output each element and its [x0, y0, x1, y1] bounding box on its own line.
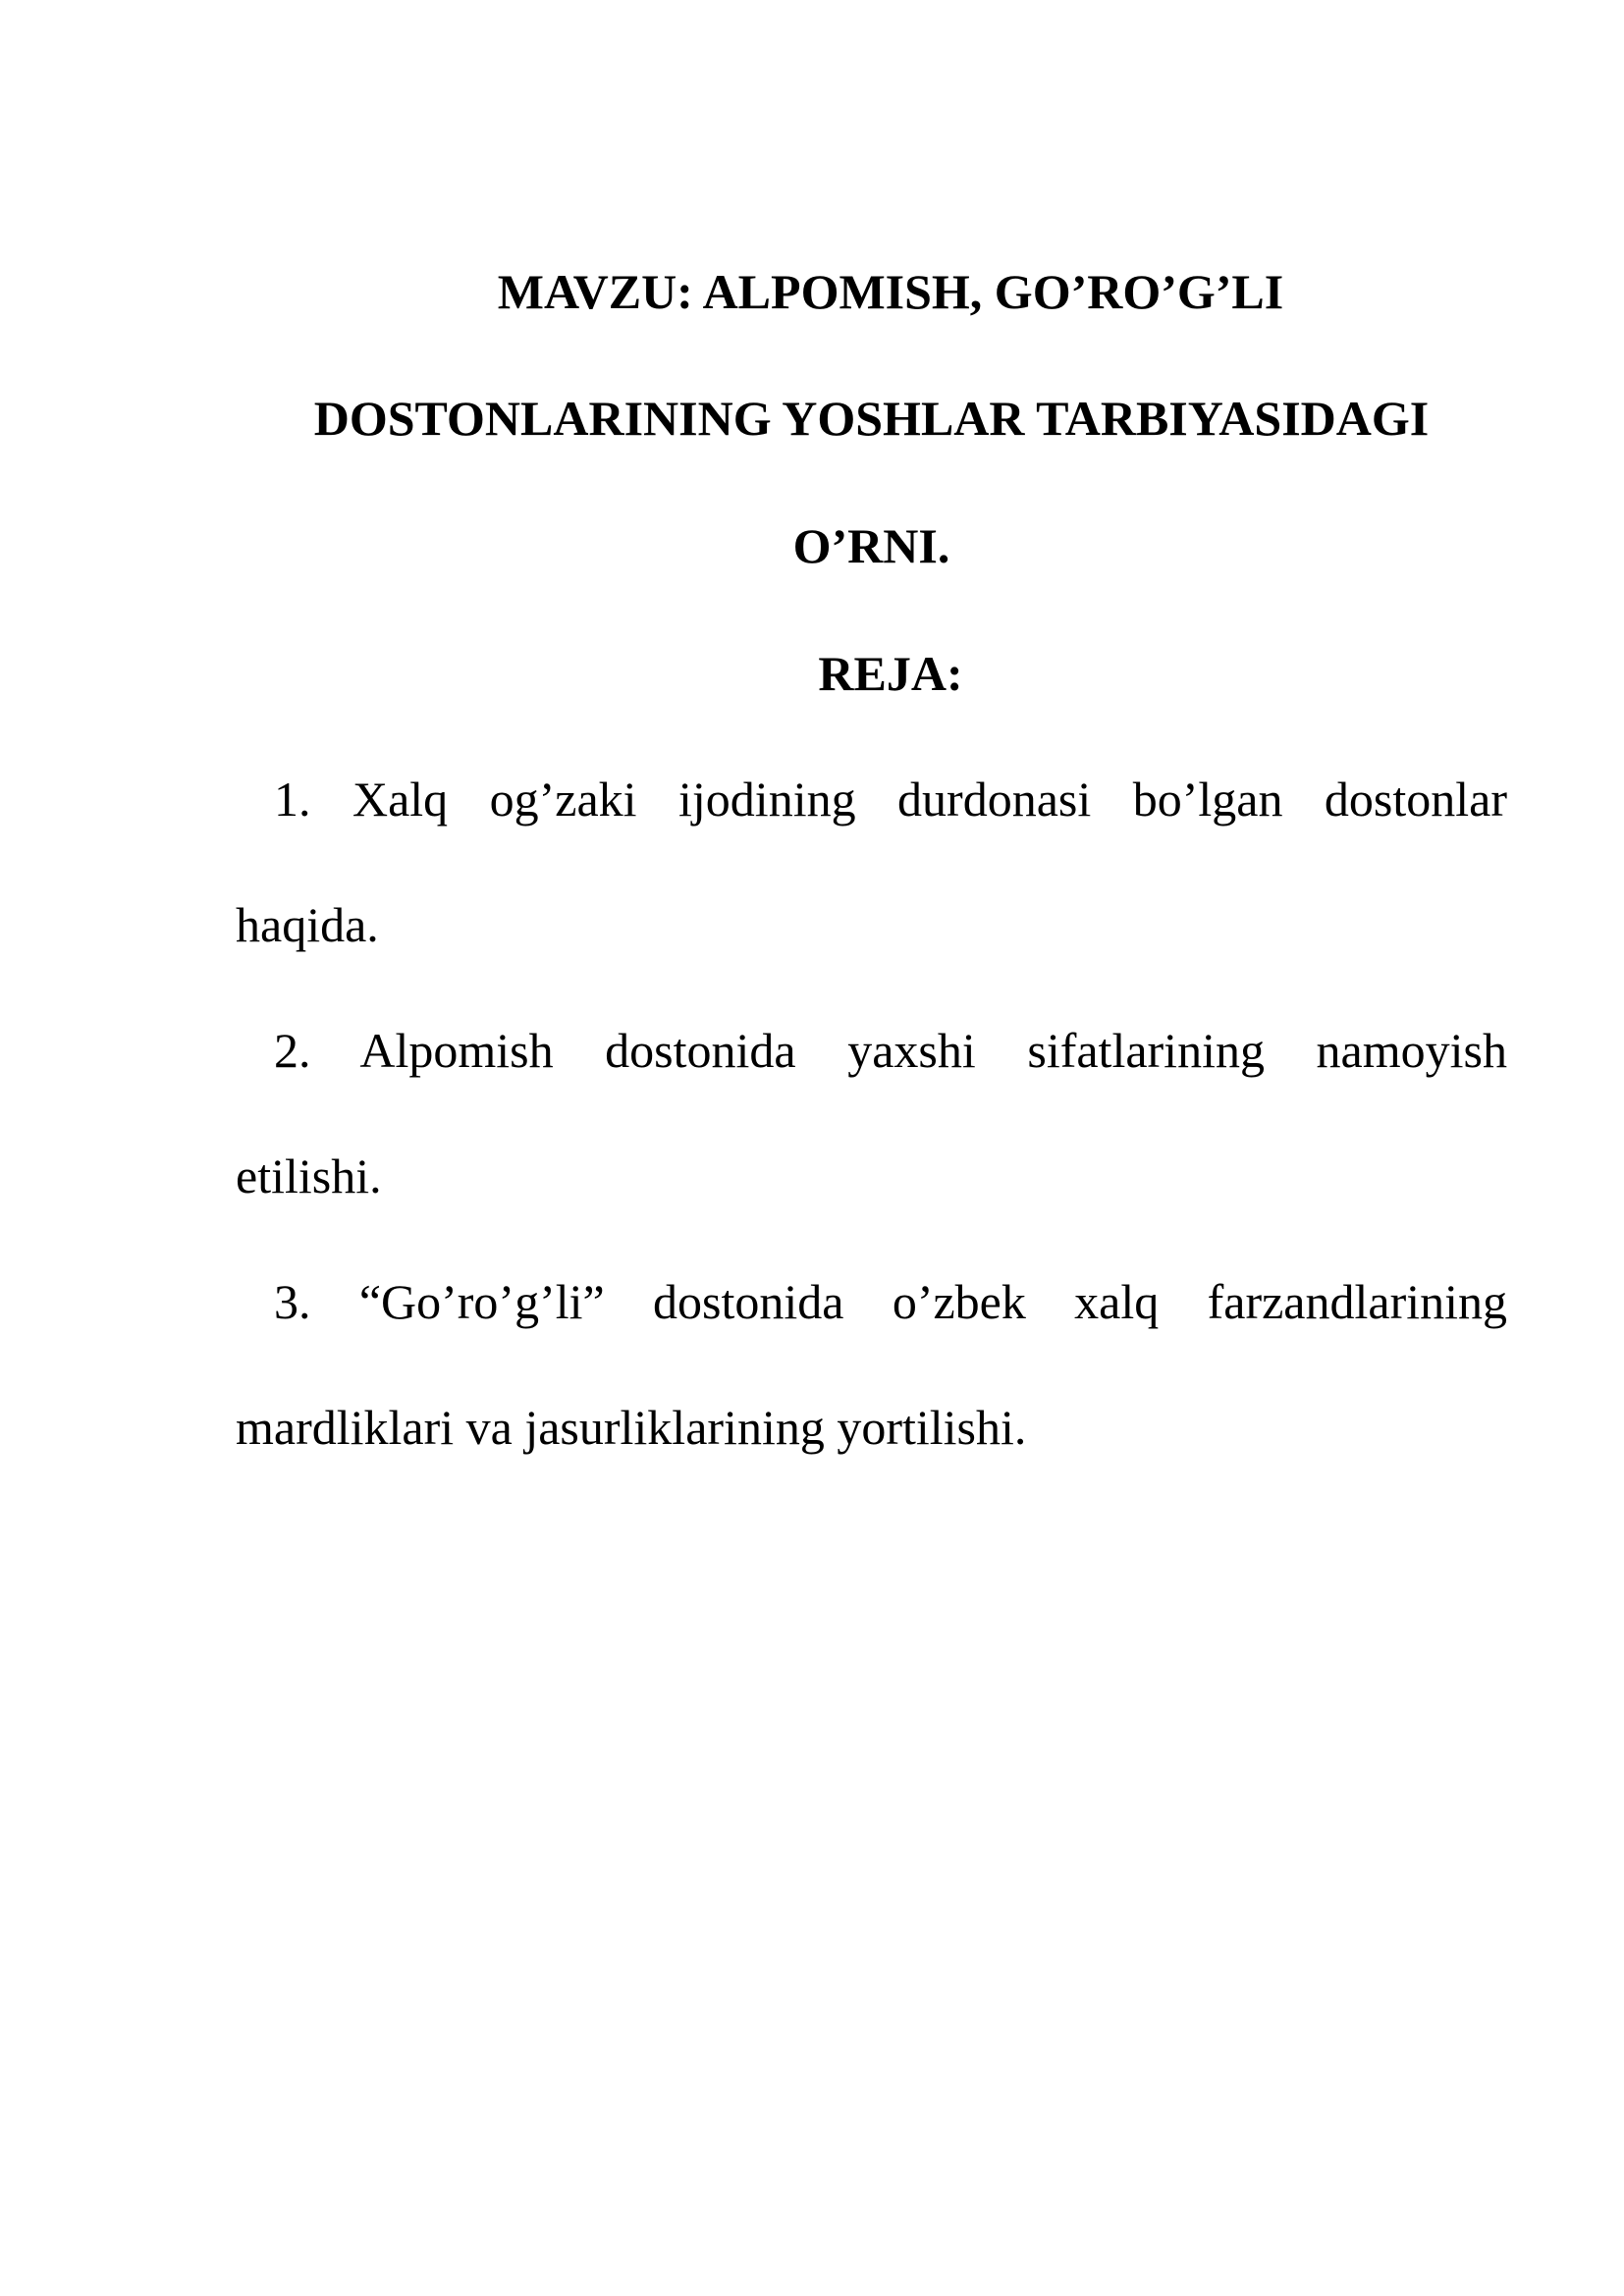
plan-item-2-line-1: 2. Alpomish dostonida yaxshi sifatlarining namoyish [274, 1023, 1507, 1078]
title-line-3: O’RNI. [792, 518, 950, 573]
plan-item-1-line-2: haqida. [236, 897, 379, 952]
plan-heading: REJA: [818, 646, 963, 701]
plan-item-1-line-1: 1. Xalq og’zaki ijodining durdonasi bo’lgan dostonlar [274, 772, 1507, 827]
title-line-2: DOSTONLARINING YOSHLAR TARBIYASIDAGI [313, 391, 1430, 446]
plan-item-3-line-1: 3. “Go’ro’g’li” dostonida o’zbek xalq farzandlarining [274, 1274, 1507, 1329]
plan-item-2 [236, 988, 1507, 1239]
plan-item-2-line-2: etilishi. [236, 1148, 382, 1203]
plan-item-3 [236, 1239, 1507, 1490]
plan-item-3-line-2: mardliklari va jasurliklarining yortilishi. [236, 1400, 1027, 1455]
plan-item-1 [236, 736, 1507, 988]
title-line-1: MAVZU: ALPOMISH, GO’RO’G’LI [497, 264, 1284, 319]
